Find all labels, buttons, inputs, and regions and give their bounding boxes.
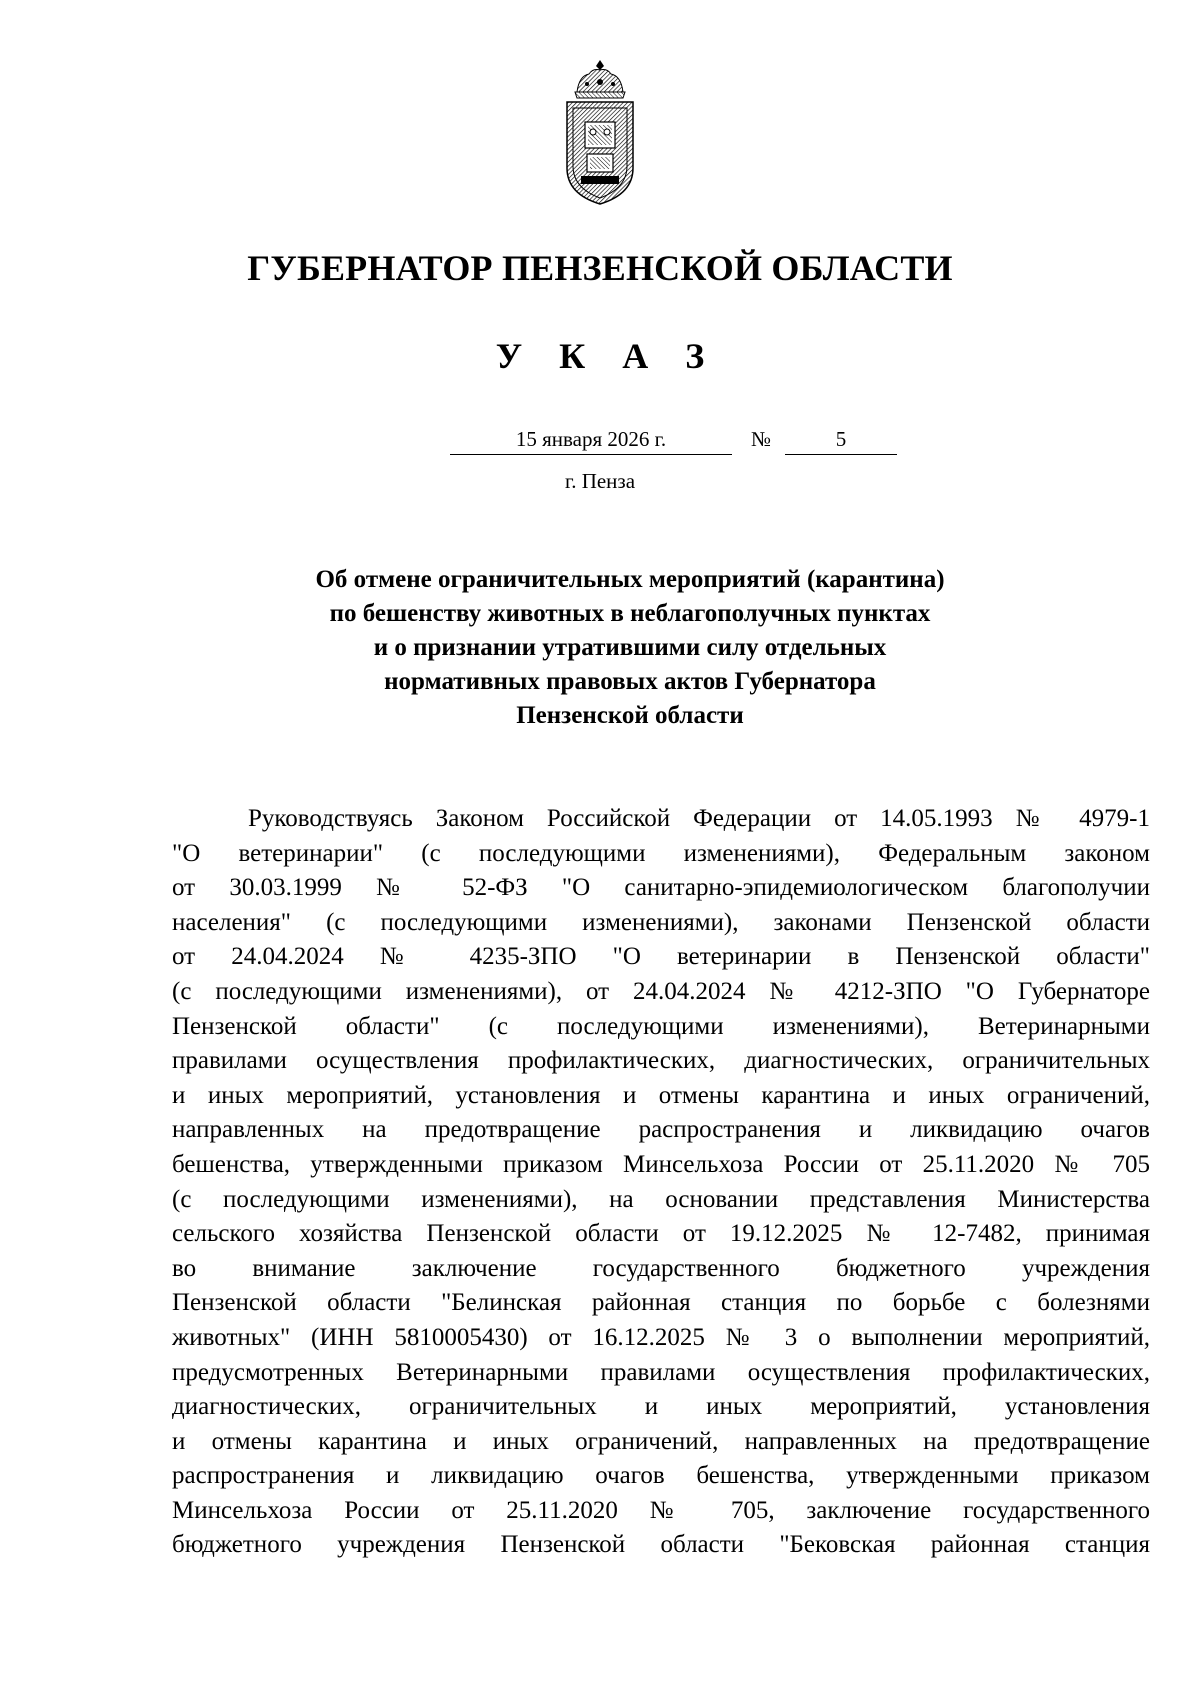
body-line: Пензенской области" (с последующими изменениями), Ветеринарными: [172, 1012, 1150, 1040]
body-line: сельского хозяйства Пензенской области от 19.12.2025 № 12-7482, принимая: [172, 1220, 1150, 1248]
decree-subject: [250, 563, 1010, 733]
body-line: Минсельхоза России от 25.11.2020 № 705, заключение государственного: [172, 1496, 1150, 1524]
body-line: (с последующими изменениями), от 24.04.2024 № 4212-ЗПО "О Губернаторе: [172, 977, 1150, 1005]
body-line: (с последующими изменениями), на основании представления Министерства: [172, 1185, 1150, 1213]
body-line: диагностических, ограничительных и иных мероприятий, установления: [172, 1393, 1150, 1421]
authority-title: ГУБЕРНАТОР ПЕНЗЕНСКОЙ ОБЛАСТИ: [247, 248, 953, 288]
subject-line: Об отмене ограничительных мероприятий (карантина): [315, 566, 945, 593]
subject-line: нормативных правовых актов Губернатора: [384, 668, 876, 695]
body-line: животных" (ИНН 5810005430) от 16.12.2025 № 3 о выполнении мероприятий,: [172, 1323, 1150, 1351]
body-line: распространения и ликвидацию очагов бешенства, утвержденными приказом: [172, 1462, 1150, 1490]
body-line: от 30.03.1999 № 52-ФЗ "О санитарно-эпидемиологическом благополучии: [172, 874, 1150, 902]
decree-date: 15 января 2026 г.: [450, 424, 732, 455]
body-line: направленных на предотвращение распространения и ликвидацию очагов: [172, 1116, 1150, 1144]
body-line: во внимание заключение государственного бюджетного учреждения: [172, 1254, 1150, 1282]
number-sign: №: [750, 427, 772, 451]
body-line: бюджетного учреждения Пензенской области "Бековская районная станция: [172, 1531, 1150, 1559]
body-line: предусмотренных Ветеринарными правилами осуществления профилактических,: [172, 1358, 1150, 1386]
decree-body: [172, 802, 1150, 1563]
body-line: и отмены карантина и иных ограничений, направленных на предотвращение: [172, 1427, 1150, 1455]
body-line: правилами осуществления профилактических, диагностических, ограничительных: [172, 1047, 1150, 1075]
body-line: населения" (с последующими изменениями), законами Пензенской области: [172, 908, 1150, 936]
body-line: от 24.04.2024 № 4235-ЗПО "О ветеринарии в Пензенской области": [172, 943, 1150, 971]
body-line: Пензенской области "Белинская районная станция по борьбе с болезнями: [172, 1289, 1150, 1317]
subject-line: и о признании утратившими силу отдельных: [373, 634, 887, 661]
body-line: "О ветеринарии" (с последующими изменениями), Федеральным законом: [172, 839, 1150, 867]
body-line: бешенства, утвержденными приказом Минсельхоза России от 25.11.2020 № 705: [172, 1150, 1150, 1178]
body-line: и иных мероприятий, установления и отмены карантина и иных ограничений,: [172, 1081, 1150, 1109]
coat-of-arms-icon: [557, 58, 643, 208]
body-line: Руководствуясь Законом Российской Федерации от 14.05.1993 № 4979-1: [248, 805, 1150, 832]
document-type-title: У К А З: [495, 336, 719, 376]
subject-line: Пензенской области: [516, 702, 744, 729]
place-of-signing: г. Пенза: [564, 469, 636, 493]
decree-number: 5: [785, 424, 897, 455]
subject-line: по бешенству животных в неблагополучных пунктах: [329, 600, 931, 627]
